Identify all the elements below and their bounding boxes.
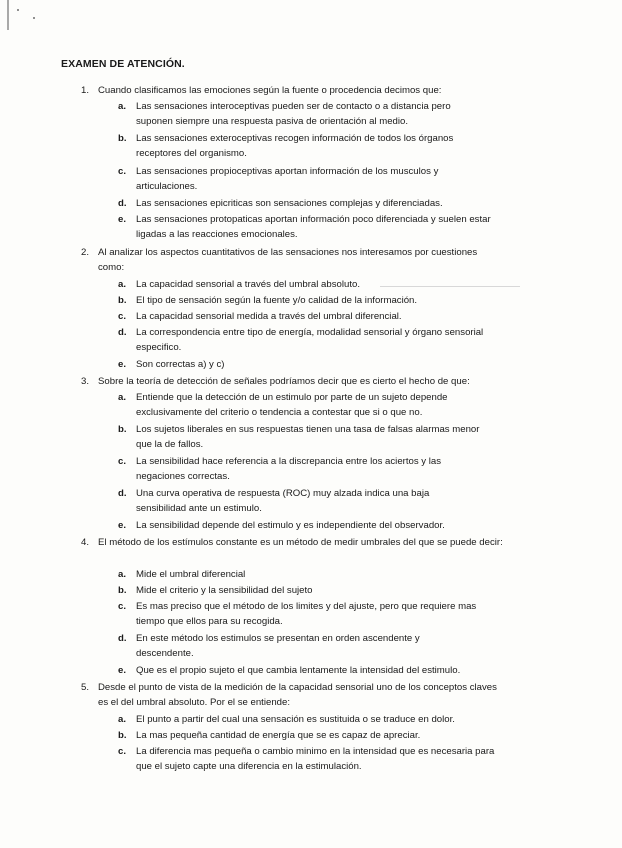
option-1d [118,196,506,211]
option-3a [118,390,496,421]
option-4d [118,631,466,662]
option-text: El punto a partir del cual una sensación es sustituida o se traduce en dolor. [136,714,455,725]
option-letter: e. [118,214,127,225]
question-number: 3. [81,376,90,387]
question-number: 4. [81,537,90,548]
option-3c [118,454,481,485]
option-text: Mide el umbral diferencial [136,569,246,580]
option-letter: b. [118,585,127,596]
option-1e [118,212,506,243]
option-text: Los sujetos liberales en sus respuestas tienen una tasa de falsas alarmas menor que la de fallos. [136,424,480,451]
option-5c [118,744,506,775]
option-2e [118,357,516,372]
question-4 [81,535,503,550]
option-text: Mide el criterio y la sensibilidad del sujeto [136,585,313,596]
option-1c [118,164,466,195]
option-4c [118,599,496,630]
option-letter: c. [118,166,127,177]
question-stem: Sobre la teoría de detección de señales podríamos decir que es cierto el hecho de que: [98,376,470,387]
option-letter: e. [118,665,127,676]
option-2c [118,309,516,324]
option-text: Las sensaciones protopaticas aportan información poco diferenciada y suelen estar ligadas a las reacciones emocionales. [136,214,491,241]
option-2b [118,293,516,308]
option-letter: b. [118,730,127,741]
option-letter: b. [118,424,127,435]
question-number: 1. [81,85,90,96]
option-text: Una curva operativa de respuesta (ROC) muy alzada indica una baja sensibilidad ante un estimulo. [136,488,430,515]
corner-scan-mark [4,0,40,30]
option-4b [118,583,516,598]
option-text: Las sensaciones interoceptivas pueden ser de contacto o a distancia pero suponen siempre una respuesta pasiva de orientación al medio. [136,101,451,128]
option-text: Que es el propio sujeto el que cambia lentamente la intensidad del estimulo. [136,665,461,676]
option-text: Es mas preciso que el método de los limites y del ajuste, pero que requiere mas tiempo que ellos para su recogida. [136,601,477,628]
option-letter: c. [118,746,127,757]
option-2d [118,325,501,356]
question-3 [81,374,558,389]
option-text: La sensibilidad hace referencia a la discrepancia entre los aciertos y las negaciones correctas. [136,456,442,483]
option-letter: b. [118,295,127,306]
question-stem: Desde el punto de vista de la medición de la capacidad sensorial uno de los conceptos claves es el del umbral absoluto. Por el se entiende: [98,682,497,709]
option-letter: a. [118,714,127,725]
option-text: La correspondencia entre tipo de energía, modalidad sensorial y órgano sensorial especifico. [136,327,484,354]
option-letter: c. [118,456,127,467]
option-letter: a. [118,101,127,112]
option-text: La capacidad sensorial a través del umbral absoluto. [136,279,360,290]
option-letter: c. [118,311,127,322]
option-text: La sensibilidad depende del estimulo y es independiente del observador. [136,520,445,531]
question-stem: Al analizar los aspectos cuantitativos de las sensaciones nos interesamos por cuestiones como: [98,247,478,274]
option-text: La capacidad sensorial medida a través del umbral diferencial. [136,311,402,322]
option-letter: d. [118,488,127,499]
option-text: El tipo de sensación según la fuente y/o calidad de la información. [136,295,418,306]
question-number: 2. [81,247,90,258]
option-1a [118,99,476,130]
option-letter: a. [118,279,127,290]
option-2a [118,277,516,292]
question-1 [81,83,538,98]
question-2 [81,245,478,276]
option-letter: b. [118,133,127,144]
option-3b [118,422,486,453]
option-letter: c. [118,601,127,612]
question-stem: El método de los estímulos constante es un método de medir umbrales del que se puede decir: [98,537,503,548]
option-letter: d. [118,198,127,209]
option-3d [118,486,476,517]
question-5 [81,680,508,711]
option-4e [118,663,526,678]
option-letter: d. [118,633,127,644]
option-5a [118,712,526,727]
option-text: La mas pequeña cantidad de energía que se es capaz de apreciar. [136,730,421,741]
option-4a [118,567,516,582]
option-text: Las sensaciones propioceptivas aportan información de los musculos y articulaciones. [136,166,439,193]
option-letter: e. [118,520,127,531]
question-stem: Cuando clasificamos las emociones según la fuente o procedencia decimos que: [98,85,442,96]
option-letter: a. [118,392,127,403]
option-3e [118,518,526,533]
option-letter: d. [118,327,127,338]
option-text: La diferencia mas pequeña o cambio minimo en la intensidad que es necesaria para que el sujeto capte una diferencia en la estimulación. [136,746,495,773]
option-letter: a. [118,569,127,580]
scan-artifact-line [380,286,520,287]
option-text: Entiende que la detección de un estimulo por parte de un sujeto depende exclusivamente del criterio o tendencia a contestar que si o que no. [136,392,448,419]
page-title: EXAMEN DE ATENCIÓN. [61,58,185,70]
question-number: 5. [81,682,90,693]
option-text: En este método los estimulos se presentan en orden ascendente y descendente. [136,633,420,660]
option-1b [118,131,476,162]
option-text: Las sensaciones epicriticas son sensaciones complejas y diferenciadas. [136,198,443,209]
option-text: Son correctas a) y c) [136,359,225,370]
option-letter: e. [118,359,127,370]
option-5b [118,728,526,743]
option-text: Las sensaciones exteroceptivas recogen información de todos los órganos receptores del organismo. [136,133,454,160]
